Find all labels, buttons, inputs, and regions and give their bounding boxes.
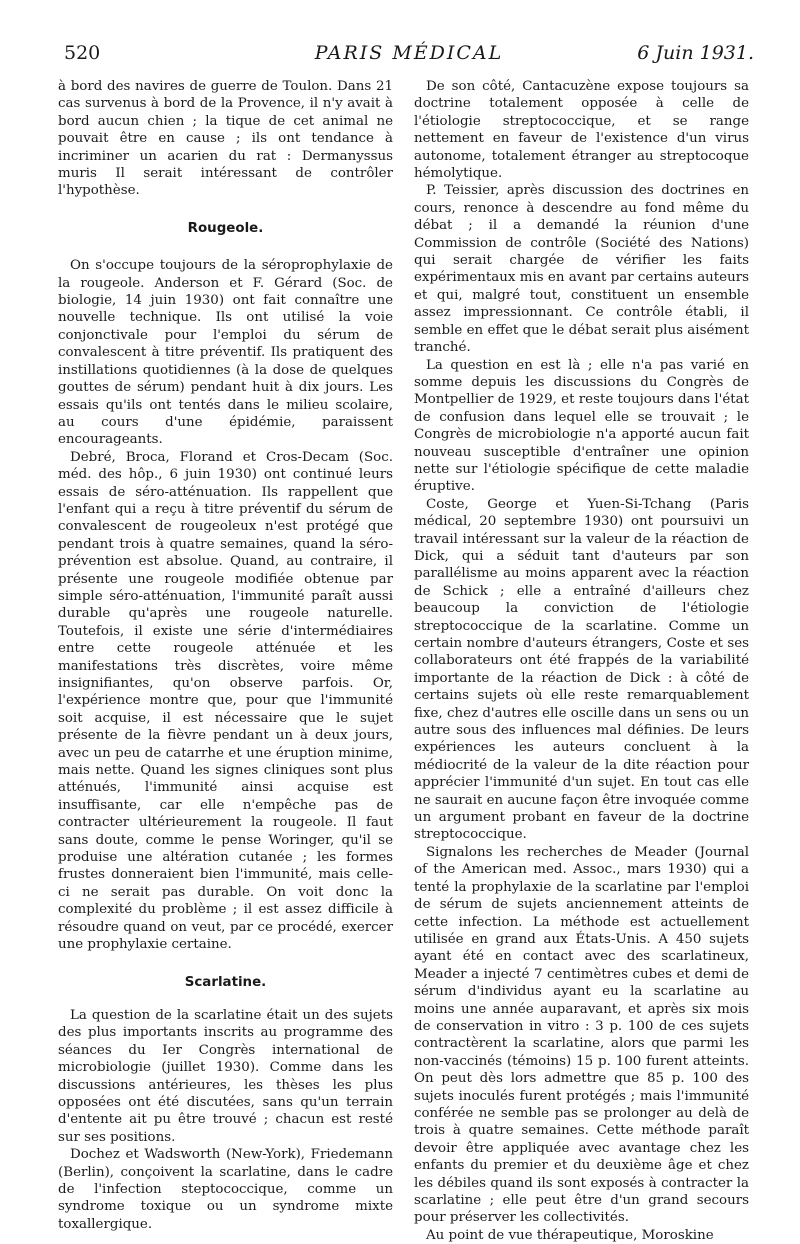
scarlatine-paragraph: La question de la scarlatine était un des sujets des plus importants inscrits au programme des séances du Ier Congrès international de microbiologie (juillet 1930). Comme dans les discussions antérieures, les thèses les plus opposées ont été discutées, sans qu'un terrain d'entente ait pu être trouvé ; chacun est resté sur ses positions. (58, 1007, 393, 1145)
page-number: 520 (64, 42, 101, 64)
right-paragraph: Signalons les recherches de Meader (Journal of the American med. Assoc., mars 1930) qui a tenté la prophylaxie de la scarlatine par l'emploi de sérum de sujets anciennement atteints de cette infection. La méthode est actuellement utilisée en grand aux États-Unis. A 450 sujets ayant été en contact avec des scarlatineux, Meader a injecté 7 centimètres cubes et demi de sérum d'individus ayant eu la scarlatine au moins une année auparavant, et après six mois de conservation in vitro : 3 p. 100 de ces sujets contractèrent la scarlatine, alors que parmi les non-vaccinés (témoins) 15 p. 100 furent atteints. On peut dès lors admettre que 85 p. 100 des sujets inoculés furent protégés ; mais l'immunité conférée ne semble pas se prolonger au delà de trois à quatre semaines. Cette méthode paraît devoir être appliquée avec avantage chez les enfants du premier et du deuxième âge et chez les débiles quand ils sont exposés à contracter la scarlatine ; elle peut être d'un grand secours pour préserver les collectivités. (414, 844, 749, 1226)
right-paragraph: La question en est là ; elle n'a pas varié en somme depuis les discussions du Congrès de Montpellier de 1929, et reste toujours dans l'état de confusion dans lequel elle se trouvait ; le Congrès de microbiologie n'a apporté aucun fait nouveau susceptible d'entraîner une opinion nette sur l'étiologie spécifique de cette maladie éruptive. (414, 357, 749, 495)
right-paragraph: Coste, George et Yuen-Si-Tchang (Paris médical, 20 septembre 1930) ont poursuivi un travail intéressant sur la valeur de la réaction de Dick, qui a séduit tant d'auteurs par son parallélisme au moins apparent avec la réaction de Schick ; elle a entraîné d'ailleurs chez beaucoup la conviction de l'étiologie streptococcique de la scarlatine. Comme un certain nombre d'auteurs étrangers, Coste et ses collaborateurs ont été frappés de la variabilité importante de la réaction de Dick : à côté de certains sujets où elle reste remarquablement fixe, chez d'autres elle oscille dans un sens ou un autre sous des influences mal définies. De leurs expériences les auteurs concluent à la médiocrité de la valeur de la dite réaction pour apprécier l'immunité d'un sujet. En tout cas elle ne saurait en aucune façon être invoquée comme un argument probant en faveur de la doctrine streptococcique. (414, 496, 749, 843)
scarlatine-paragraph: Dochez et Wadsworth (New-York), Friedemann (Berlin), conçoivent la scarlatine, dans le cadre de l'infection steptococcique, comme un syndrome toxique ou un syndrome mixte toxallergique. (58, 1147, 393, 1232)
rougeole-paragraph: Debré, Broca, Florand et Cros-Decam (Soc. méd. des hôp., 6 juin 1930) ont continué leurs essais de séro-atténuation. Ils rappellent que l'enfant qui a reçu à titre préventif du sérum de convalescent de rougeoleux n'est protégé que pendant trois à quatre semaines, quand la séro-prévention est absolue. Quand, au contraire, il présente une rougeole modifiée obtenue par simple séro-atténuation, l'immunité paraît aussi durable qu'après une rougeole naturelle. Toutefois, il existe une série d'intermédiaires entre cette rougeole atténuée et les manifestations très discrètes, voire même insignifiantes, qu'on observe parfois. Or, l'expérience montre que, pour que l'immunité soit acquise, il est nécessaire que le sujet présente de la fièvre pendant un à deux jours, avec un peu de catarrhe et une éruption minime, mais nette. Quand les signes cliniques sont plus atténués, l'immunité ainsi acquise est insuffisante, car elle n'empêche pas de contracter ultérieurement la rougeole. Il faut sans doute, comme le pense Woringer, qu'il se produise une altération cutanée ; les formes frustes donneraient bien l'immunité, mais celle-ci ne serait pas durable. On voit donc la complexité du problème ; il est assez difficile à résoudre quand on veut, par ce procédé, exercer une prophylaxie certaine. (58, 449, 393, 953)
right-paragraph: Au point de vue thérapeutique, Moroskine (426, 1227, 714, 1243)
right-paragraph: De son côté, Cantacuzène expose toujours sa doctrine totalement opposée à celle de l'étiologie streptococcique, et se range nettement en faveur de l'existence d'un virus autonome, totalement étranger au streptocoque hémolytique. (414, 79, 749, 182)
right-paragraph: P. Teissier, après discussion des doctrines en cours, renonce à descendre au fond même du débat ; il a demandé la réunion d'une Commission de contrôle (Société des Nations) qui serait chargée de vérifier les faits expérimentaux mis en avant par certains auteurs et qui, malgré tout, constituent un ensemble assez impressionnant. Ce contrôle établi, il semble en effet que le débat serait plus aisément tranché. (414, 183, 749, 356)
rougeole-paragraph: On s'occupe toujours de la séroprophylaxie de la rougeole. Anderson et F. Gérard (Soc. de biologie, 14 juin 1930) ont fait connaître une nouvelle technique. Ils ont utilisé la voie conjonctivale pour l'emploi du sérum de convalescent à titre préventif. Ils pratiquent des instillations quotidiennes (à la dose de quelques gouttes de sérum) pendant huit à dix jours. Les essais qu'ils ont tentés dans le milieu scolaire, au cours d'une épidémie, paraissent encourageants. (58, 258, 393, 448)
right-column (414, 78, 749, 1244)
section-title-scarlatine: Scarlatine. (184, 974, 267, 990)
issue-date: 6 Juin 1931. (637, 42, 754, 64)
section-title-rougeole: Rougeole. (187, 220, 264, 236)
journal-title: PARIS MÉDICAL (314, 42, 504, 64)
intro-paragraph: à bord des navires de guerre de Toulon. Dans 21 cas survenus à bord de la Provence, il n'y avait à bord aucun chien ; la tique de cet animal ne pouvait être en cause ; ils ont tendance à incriminer un acarien du rat : Dermanyssus muris Il serait intéressant de contrôler l'hypothèse. (58, 79, 393, 199)
page-header (64, 42, 754, 72)
left-column (58, 78, 393, 1233)
